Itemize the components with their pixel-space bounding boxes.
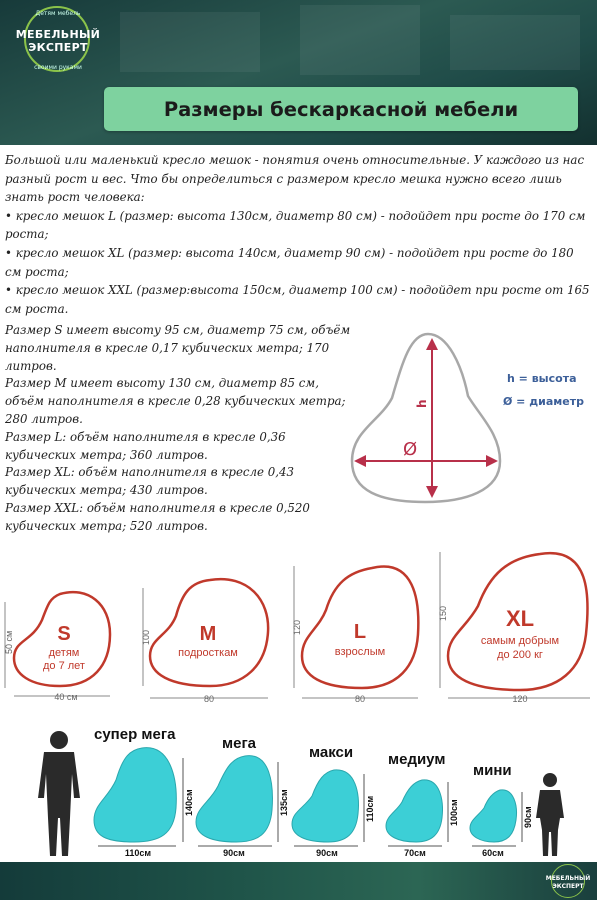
height-label: 100 bbox=[141, 629, 151, 645]
logo-line1: МЕБЕЛЬНЫЙ bbox=[15, 28, 101, 41]
size-label: самым добрым bbox=[480, 635, 560, 647]
size-shape-xl bbox=[438, 552, 590, 704]
size-description: Размер M имеет высоту 130 см, диаметр 85 см, объём наполнителя в кресле 0,28 кубических метра; 280 литров. bbox=[5, 376, 346, 426]
child-silhouette-icon bbox=[536, 773, 564, 856]
bag-height: 100см bbox=[449, 799, 459, 826]
bag-models-row bbox=[0, 718, 597, 863]
bag-illustrations bbox=[0, 718, 597, 863]
bag-name: макси bbox=[309, 744, 354, 761]
logo-line2: ЭКСПЕРТ bbox=[28, 41, 88, 54]
bag-super-mega bbox=[94, 748, 194, 858]
size-code: M bbox=[199, 623, 217, 645]
size-shapes-row bbox=[0, 548, 597, 708]
bag-maksi bbox=[292, 770, 375, 858]
bag-height: 90см bbox=[523, 806, 533, 828]
logo-top-text: Детям мебель bbox=[35, 10, 81, 17]
intro-bullet: • кресло мешок XL (размер: высота 140см, диаметр 90 см) - подойдет при росте до 180 см роста; bbox=[5, 245, 574, 279]
bag-medium bbox=[386, 780, 459, 858]
bag-mega bbox=[196, 756, 289, 858]
bag-width: 60см bbox=[482, 848, 504, 858]
intro-paragraph: Большой или маленький кресло мешок - понятия очень относительные. У каждого из нас разный рост и вес. Что бы определиться с размером кресло мешка нужно всего лишь знать рост человека: bbox=[5, 153, 585, 205]
width-label: 40 см bbox=[54, 692, 78, 702]
size-code: XL bbox=[505, 606, 535, 631]
size-shape-l bbox=[292, 566, 418, 704]
height-symbol: h bbox=[415, 399, 429, 408]
size-description: Размер S имеет высоту 95 см, диаметр 75 см, объём наполнителя в кресле 0,17 кубических метра; 170 литров. bbox=[5, 323, 351, 373]
legend-diameter: Ø = диаметр bbox=[503, 395, 584, 408]
bag-shape bbox=[470, 790, 516, 842]
diameter-symbol: Ø bbox=[403, 439, 418, 460]
bag-height: 140см bbox=[184, 789, 194, 816]
intro-text bbox=[5, 151, 593, 318]
size-shape-m bbox=[141, 579, 268, 704]
footer-bar bbox=[0, 862, 597, 900]
width-label: 80 bbox=[354, 694, 366, 704]
logo-bottom-text: своими руками bbox=[34, 64, 82, 71]
width-label: 120 bbox=[512, 694, 528, 704]
adult-silhouette-icon bbox=[38, 731, 80, 856]
size-shape-s bbox=[4, 592, 110, 702]
size-label: взрослым bbox=[334, 646, 386, 658]
height-label: 120 bbox=[292, 619, 302, 635]
page-title: Размеры бескаркасной мебели bbox=[104, 87, 578, 131]
bag-width: 90см bbox=[223, 848, 245, 858]
bag-height: 110см bbox=[365, 795, 375, 822]
height-label: 50 см bbox=[4, 630, 14, 654]
bag-name: медиум bbox=[388, 751, 446, 768]
width-label: 80 bbox=[203, 694, 215, 704]
size-descriptions bbox=[5, 322, 355, 536]
size-label: подросткам bbox=[178, 647, 238, 659]
bag-shape bbox=[386, 780, 442, 842]
bag-width: 70см bbox=[404, 848, 426, 858]
bag-mini bbox=[470, 790, 533, 858]
size-description: Размер XL: объём наполнителя в кресле 0,43 кубических метра; 430 литров. bbox=[5, 465, 295, 498]
pear-outline bbox=[352, 334, 500, 502]
legend-height: h = высота bbox=[507, 372, 577, 385]
bag-width: 110см bbox=[124, 848, 152, 858]
bag-name: мега bbox=[222, 735, 257, 752]
bag-name: супер мега bbox=[94, 726, 176, 743]
footer-logo-line2: ЭКСПЕРТ bbox=[552, 883, 584, 890]
brand-logo[interactable] bbox=[14, 6, 102, 80]
size-code: S bbox=[57, 623, 71, 645]
size-shapes bbox=[0, 548, 597, 708]
bag-shape bbox=[94, 748, 176, 842]
bag-name: мини bbox=[473, 762, 512, 779]
header-background bbox=[0, 0, 597, 145]
background-shelf bbox=[300, 5, 420, 75]
pear-diagram bbox=[340, 326, 597, 506]
bag-height: 135см bbox=[279, 789, 289, 816]
size-description: Размер L: объём наполнителя в кресле 0,36 кубических метра; 360 литров. bbox=[5, 429, 286, 462]
footer-logo[interactable] bbox=[541, 864, 595, 898]
size-description: Размер XXL: объём наполнителя в кресле 0,520 кубических метра; 520 литров. bbox=[5, 500, 310, 533]
height-label: 150 bbox=[438, 605, 448, 621]
bag-shape bbox=[196, 756, 272, 842]
bag-shape bbox=[292, 770, 358, 842]
footer-logo-line1: МЕБЕЛЬНЫЙ bbox=[545, 875, 591, 882]
bag-width: 90см bbox=[316, 848, 338, 858]
intro-bullet: • кресло мешок XXL (размер:высота 150см, диаметр 100 см) - подойдет при росте от 165 см роста. bbox=[5, 283, 590, 316]
size-code: L bbox=[353, 621, 367, 643]
background-shelf bbox=[450, 15, 580, 70]
dimension-figure bbox=[340, 326, 597, 506]
intro-bullet: • кресло мешок L (размер: высота 130см, диаметр 80 см) - подойдет при росте до 170 см роста; bbox=[5, 208, 586, 242]
size-label: детям bbox=[48, 647, 80, 659]
size-label: до 7 лет bbox=[43, 660, 85, 672]
background-shelf bbox=[120, 12, 260, 72]
size-label: до 200 кг bbox=[497, 649, 543, 661]
